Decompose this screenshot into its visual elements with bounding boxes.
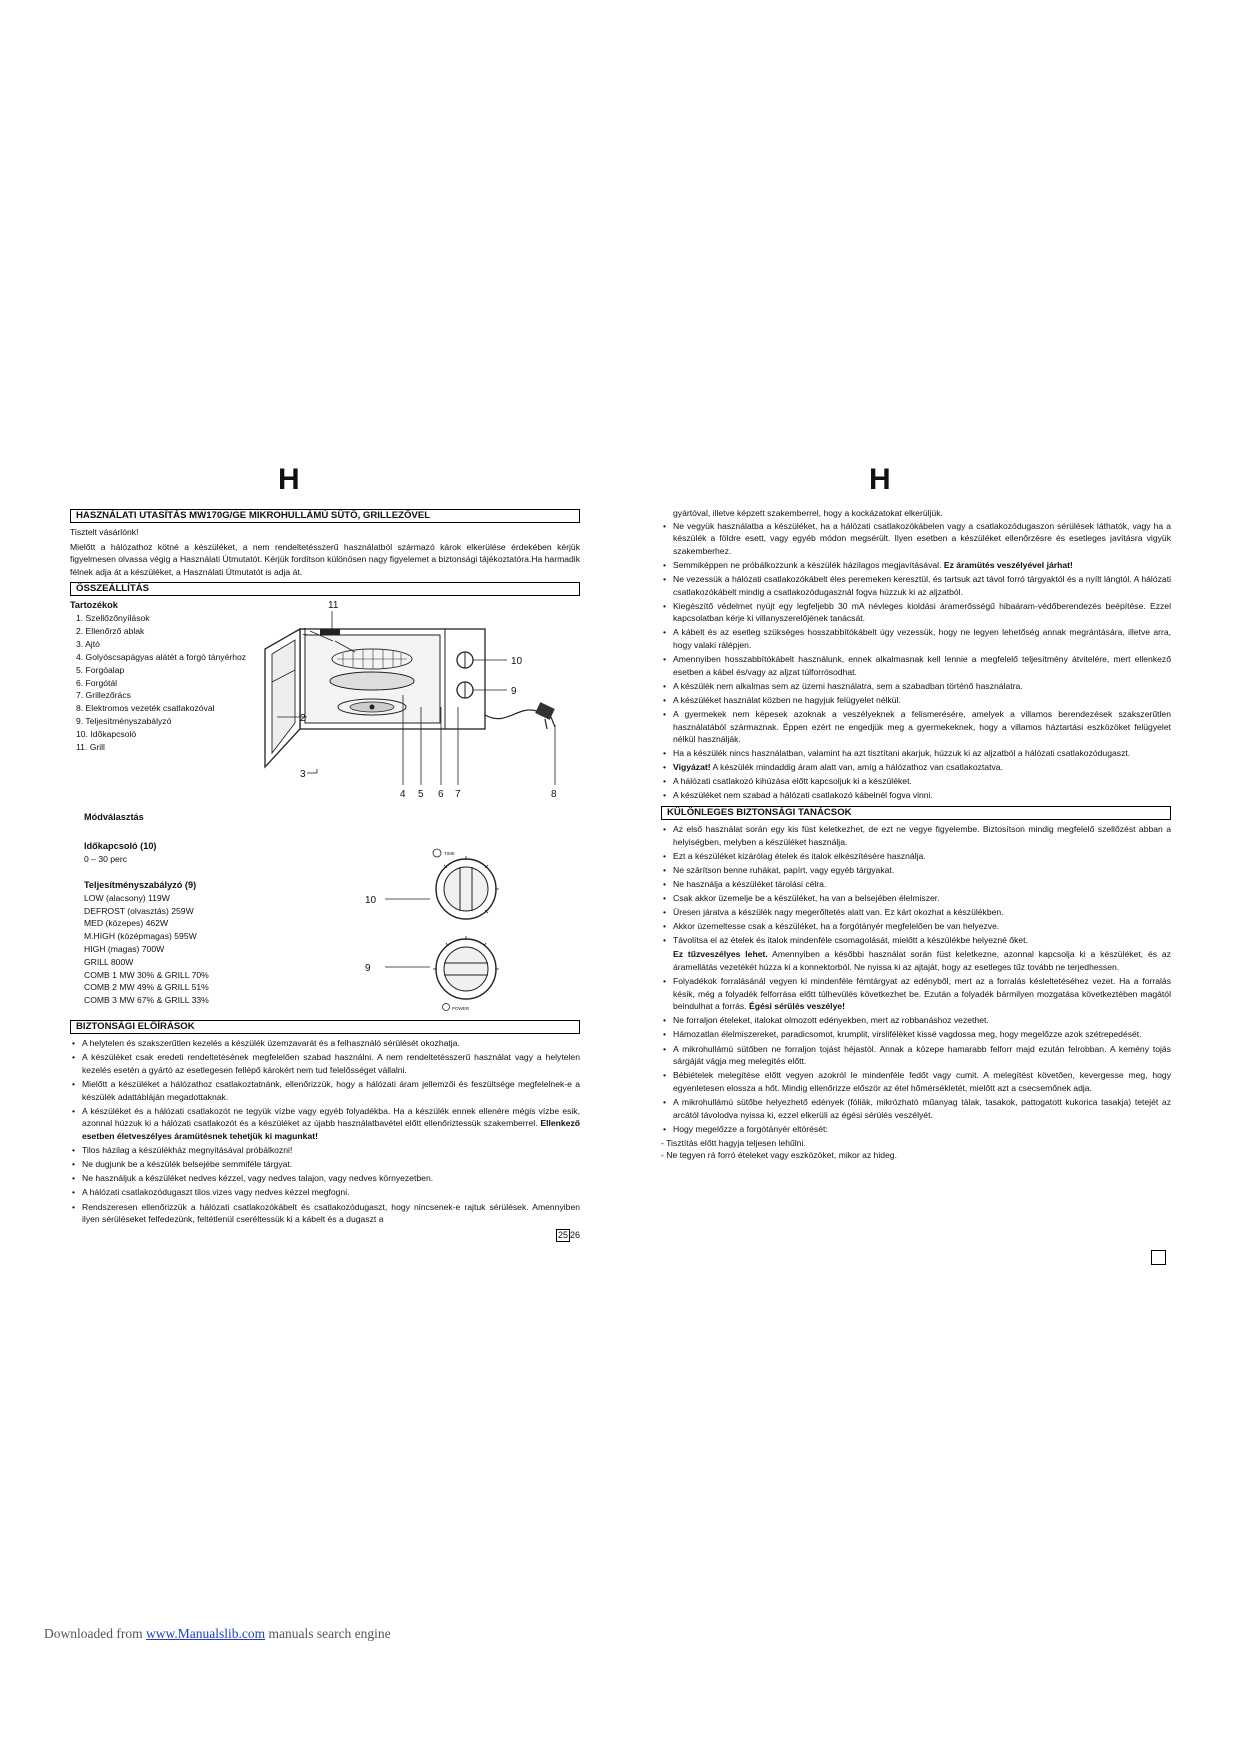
special-item: • Ne szárítson benne ruhákat, papírt, vagy egyéb tárgyakat. [661,864,1171,877]
manualslib-link[interactable]: www.Manualslib.com [145,1626,266,1641]
power-level: COMB 2 MW 49% & GRILL 51% [84,982,209,993]
accessories-heading: Tartozékok [70,600,118,611]
special-safety-list [661,823,1171,1135]
callout-8: 8 [551,789,557,801]
special-item: • Bébiételek melegítése előtt vegyen azokról le mindenféle fedőt vagy cumit. A melegítést követően, kevergesse meg, hogy egyenletesen elossza a hőt. Mindig ellenőrizze először az étel hőmérsékletét, mielőtt azt a csecsemőnek adja. [661,1069,1171,1094]
mode-heading: Módválasztás [84,812,144,823]
safety-item [70,1105,580,1143]
page-number-25: 25 [557,1229,568,1240]
fire-warning: Ez tűzveszélyes lehet. [673,949,768,960]
callout-2: 2 [300,713,306,725]
accessory-item: 8. Elektromos vezeték csatlakozóval [76,703,215,714]
callout-9: 9 [511,686,517,698]
safety-item: • A készüléket csak eredeti rendeltetésének megfelelően szabad használni. A nem rendeltetésszerű használat vagy a helytelen kezelés esetén a gyártó az esetlegesen fellépő károkért nem tud felelősséget vállalni. [70,1051,580,1076]
safety-item: • Amennyiben hosszabbítókábelt használunk, ennek alkalmasnak kell lennie a megfelelő teljesítmény átvitelére, mert ellenkező esetben a kábel és/vagy az aljzat túlforrósodhat. [661,653,1171,678]
special-item: • Ezt a készüléket kizárólag ételek és italok elkészítésére használja. [661,850,1171,863]
timer-heading: Időkapcsoló (10) [84,840,157,851]
special-item [661,975,1171,1013]
safety-item: • A hálózati csatlakozó kihúzása előtt kapcsoljuk ki a készüléket. [661,775,1171,788]
safety-item: • Mielőtt a készüléket a hálózathoz csatlakoztatnánk, ellenőrizzük, hogy a hálózati áram jellemzői és feszültsége megfelelnek-e a készülék adattábláján megadottaknak. [70,1078,580,1103]
accessories-section [70,599,580,803]
special-safety-heading: KÜLÖNLEGES BIZTONSÁGI TANÁCSOK [661,806,1171,820]
microwave-diagram [245,597,580,803]
safety-item: • Rendszeresen ellenőrizzük a hálózati csatlakozókábelt és csatlakozódugaszt, hogy nincsenek-e rajtuk sérülések. Amennyiben ilyen sérüléseket felfedezünk, feltétlenül cseréltessük ki a kábelt és a dugaszt a [70,1201,580,1226]
greeting: Tisztelt vásárlónk! [70,527,139,537]
shock-warning: Ez áramütés veszélyével járhat! [943,559,1073,570]
page-numbers [70,1229,580,1242]
accessory-item: 1. Szellőzőnyílások [76,612,150,623]
accessory-item: 10. Időkapcsoló [76,729,137,740]
footer-prefix: Downloaded from [44,1626,146,1641]
mode-section [70,811,580,1017]
special-item: • Ne használja a készüléket tárolási célra. [661,878,1171,891]
special-item: • Hámozatlan élelmiszereket, paradicsomot, krumplit, virslifélèket kissé vagdossa meg, hogy megelőzze azok szétrepedését. [661,1028,1171,1041]
callout-11: 11 [328,600,339,612]
accessory-item: 3. Ajtó [76,638,100,649]
safety-item-text: A készüléket és a hálózati csatlakozót ne tegyük vízbe vagy egyéb folyadékba. Ha a készülék ennek ellenére mégis vízbe esik, azonnal húzzuk ki a hálózati csatlakozót és a készüléket az újabb használatbavétel előtt ellenőriztessük szakemberrel. [82,1105,580,1129]
safety-heading: BIZTONSÁGI ELŐÍRÁSOK [70,1020,580,1034]
special-item: • A mikrohullámú sütőbe helyezhető edények (fóliák, mikrózható műanyag tálak, tasakok, pattogatott kukorica tasakja) tetejét az arcától távolodva nyissa ki, ezzel elkerüli az égési sérülés veszélyét. [661,1096,1171,1121]
safety-item: • Ne vezessük a hálózati csatlakozókábelt éles peremeken keresztül, és tartsuk azt távol forró tárgyaktól és a nyílt lángtól. A hálózati csatlakozókábelt mindig a csatlakozódugasznál fogva húzzuk ki az aljzatból. [661,573,1171,598]
safety-item: • Tilos házilag a készülékház megnyitásával próbálkozni! [70,1144,580,1157]
accessory-item: 5. Forgóalap [76,664,125,675]
callout-4: 4 [400,789,406,801]
special-item: • A mikrohullámú sütőben ne forraljon tojást héjastól. Annak a közepe hamarabb felforr majd ezután felrobban. A kemény tojás sárgáját vágja meg melegítés előtt. [661,1043,1171,1068]
download-footer [44,1626,391,1642]
safety-item: • A készüléket használat közben ne hagyjuk felügyelet nélkül. [661,694,1171,707]
plug-icon [535,703,555,730]
accessory-item: 2. Ellenőrző ablak [76,625,145,636]
callout-6: 6 [438,789,444,801]
safety-item [661,761,1171,774]
right-page-letter: H [869,463,891,496]
accessory-item: 9. Teljesítményszabályzó [76,716,172,727]
safety-list-continued [661,520,1171,802]
timer-dial-icon [433,849,499,919]
caution-label: Vigyázat! [673,762,711,773]
safety-item: • A helytelen és szakszerűtlen kezelés a készülék üzemzavarát és a felhasználó sérülését okozhatja. [70,1037,580,1050]
special-item: • Távolítsa el az ételek és italok mindenféle csomagolását, mielőtt a készülékbe helyezné őket. [661,934,1171,947]
power-level: M.HIGH (középmagas) 595W [84,931,197,942]
timer-knob-label: TIME [444,851,455,857]
special-item: • Az első használat során egy kis füst keletkezhet, de ezt ne vegye figyelembe. Biztosítson mindig megfelelő szellőzést abban a helyiségben, melyben a készüléket használja. [661,823,1171,848]
right-page [661,463,1171,1162]
power-level: COMB 3 MW 67% & GRILL 33% [84,995,209,1006]
empty-page-box [1151,1250,1166,1265]
manual-title: HASZNÁLATI UTASÍTÁS MW170G/GE MIKROHULLÁMÚ SÜTŐ, GRILLEZŐVEL [70,509,580,523]
accessory-item: 11. Grill [76,742,105,753]
power-knob-label: POWER [452,1006,470,1012]
power-level: LOW (alacsony) 119W [84,892,170,903]
safety-item: • A gyermekek nem képesek azoknak a veszélyeknek a felismerésére, amelyek a villamos berendezések szakszerűtlen használatából származnak. Éppen ezért ne engedjük meg a gyermekeknek, hogy a villamos háztartási eszközöket felügyelet nélkül használják. [661,708,1171,746]
safety-item: • Ne vegyük használatba a készüléket, ha a hálózati csatlakozókábelen vagy a csatlakozódugaszon sérülések láthatók, vagy ha a készülék a földre esett, vagy egyéb módon megsérült. Ilyen esetben a készüléket ellenőrzésre és esetleges javításra vigyük szakemberhez. [661,520,1171,558]
callout-3: 3 [300,769,306,781]
special-item: • Akkor üzemeltesse csak a készüléket, ha a forgótányér megfelelően be van helyezve. [661,920,1171,933]
left-page-letter: H [278,463,300,496]
callout-10: 10 [511,656,523,668]
special-item: • Hogy megelőzze a forgótányér eltörését: [661,1123,1171,1136]
special-item: • Üresen járatva a készülék nagy megerőltetés alatt van. Ez kárt okozhat a készülékben. [661,906,1171,919]
page-number-26: 26 [569,1229,580,1240]
left-page [70,463,580,1242]
footer-suffix: manuals search engine [265,1626,391,1641]
power-level: MED (közepes) 462W [84,918,169,929]
safety-item-text: A készülék mindaddig áram alatt van, amíg a hálózathoz van csatlakoztatva. [712,762,1003,773]
safety-item: • A hálózati csatlakozódugaszt tilos vizes vagy nedves kézzel megfogni. [70,1186,580,1199]
power-level: COMB 1 MW 30% & GRILL 70% [84,969,209,980]
special-item-text: Folyadékok forralásánál vegyen ki mindenféle fémtárgyat az edényből, mert az a forralás késleltetéséhez vezet. Ha a forralás késik, még a folyadék felforrása előtt túlhevülés következhet be. Ezután a folyadék bármilyen mozgatása következtében magától beindulhat a forrás. [673,976,1171,1012]
timer-range: 0 – 30 perc [84,853,127,864]
safety-item: • Kiegészítő védelmet nyújt egy legfeljebb 30 mA névleges kioldási áramerősségű hibaáram-védőberendezés beépítése. Ezzel kapcsolatban kérje ki villanyszerelőjének tanácsát. [661,600,1171,625]
special-item: • Csak akkor üzemelje be a készüléket, ha van a belsejében élelmiszer. [661,892,1171,905]
safety-item: • A készüléket nem szabad a hálózati csatlakozó kábelnél fogva vinni. [661,789,1171,802]
power-heading: Teljesítményszabályzó (9) [84,880,197,891]
power-dial-icon [433,936,499,1011]
safety-item: • A készülék nem alkalmas sem az üzemi használatra, sem a szabadban történő használatra. [661,680,1171,693]
callout-7: 7 [455,789,461,801]
safety-list [70,1037,580,1225]
safety-item-text: Semmiképpen ne próbálkozzunk a készülék házilagos megjavításával. [673,559,942,570]
safety-warning: Ellenkező esetben életveszélyes áramütésnek tehetjük ki magunkat! [82,1118,581,1142]
safety-item [661,559,1171,572]
special-item-text: Amennyiben a későbbi használat során füst keletkezne, azonnal kapcsolja ki a készüléket, és az áramellátás vezetékét húzza ki a konnektorból. Ne nyissa ki az ajtaját, hogy az esetleges tűz tovább ne terjedhessen. [673,949,1171,972]
special-item [661,948,1171,973]
power-level: HIGH (magas) 700W [84,943,165,954]
dash-item: - Ne tegyen rá forró ételeket vagy eszközöket, mikor az hideg. [661,1150,897,1161]
dash-item: - Tisztítás előtt hagyja teljesen lehűlni. [661,1137,806,1148]
power-level: GRILL 800W [84,956,134,967]
assembly-heading: ÖSSZEÁLLÍTÁS [70,582,580,596]
special-item: • Ne forraljon ételeket, italokat olmozott edényekben, mert az robbanáshoz vezethet. [661,1014,1171,1027]
power-level: DEFROST (olvasztás) 259W [84,905,194,916]
knob-callout-9: 9 [365,963,371,975]
accessory-item: 6. Forgótál [76,677,118,688]
safety-item: • Ha a készülék nincs használatban, valamint ha azt tisztítani akarjuk, húzzuk ki az aljzatból a hálózati csatlakozódugaszt. [661,747,1171,760]
intro-paragraph: Mielőtt a hálózathoz kötné a készüléket, a nem rendeltetésszerű használatból származó károk elkerülése érdekében kérjük figyelmesen olvassa végig a Használati Útmutatót. Kérjük fordítson különösen nagy figyelemet a biztonsági tájékoztatóra.Ha harmadik félnek adja át a készüléket, a Használati Útmutatót is adja át. [70,541,580,577]
continued-line: gyártóval, illetve képzett szakemberrel, hogy a kockázatokat elkerüljük. [673,508,943,518]
safety-item: • Ne dugjunk be a készülék belsejébe semmiféle tárgyat. [70,1158,580,1171]
accessory-item: 4. Golyóscsapágyas alátét a forgó tányérhoz [76,651,247,662]
knob-diagram [360,839,550,1017]
callout-1: 1 [302,627,308,639]
knob-callout-10: 10 [365,895,377,907]
safety-item: • Ne használjuk a készüléket nedves kézzel, vagy nedves talajon, vagy nedves környezetben. [70,1172,580,1185]
burn-warning: Égési sérülés veszélye! [748,1001,845,1012]
turntable-tips [661,1137,1171,1162]
callout-5: 5 [418,789,424,801]
accessory-item: 7. Grillezőrács [76,690,131,701]
safety-item: • A kábelt és az esetleg szükséges hosszabbítókábelt úgy vezessük, hogy ne legyen lehetőség annak megrántására, illetve arra, hogy valaki rálépjen. [661,626,1171,651]
